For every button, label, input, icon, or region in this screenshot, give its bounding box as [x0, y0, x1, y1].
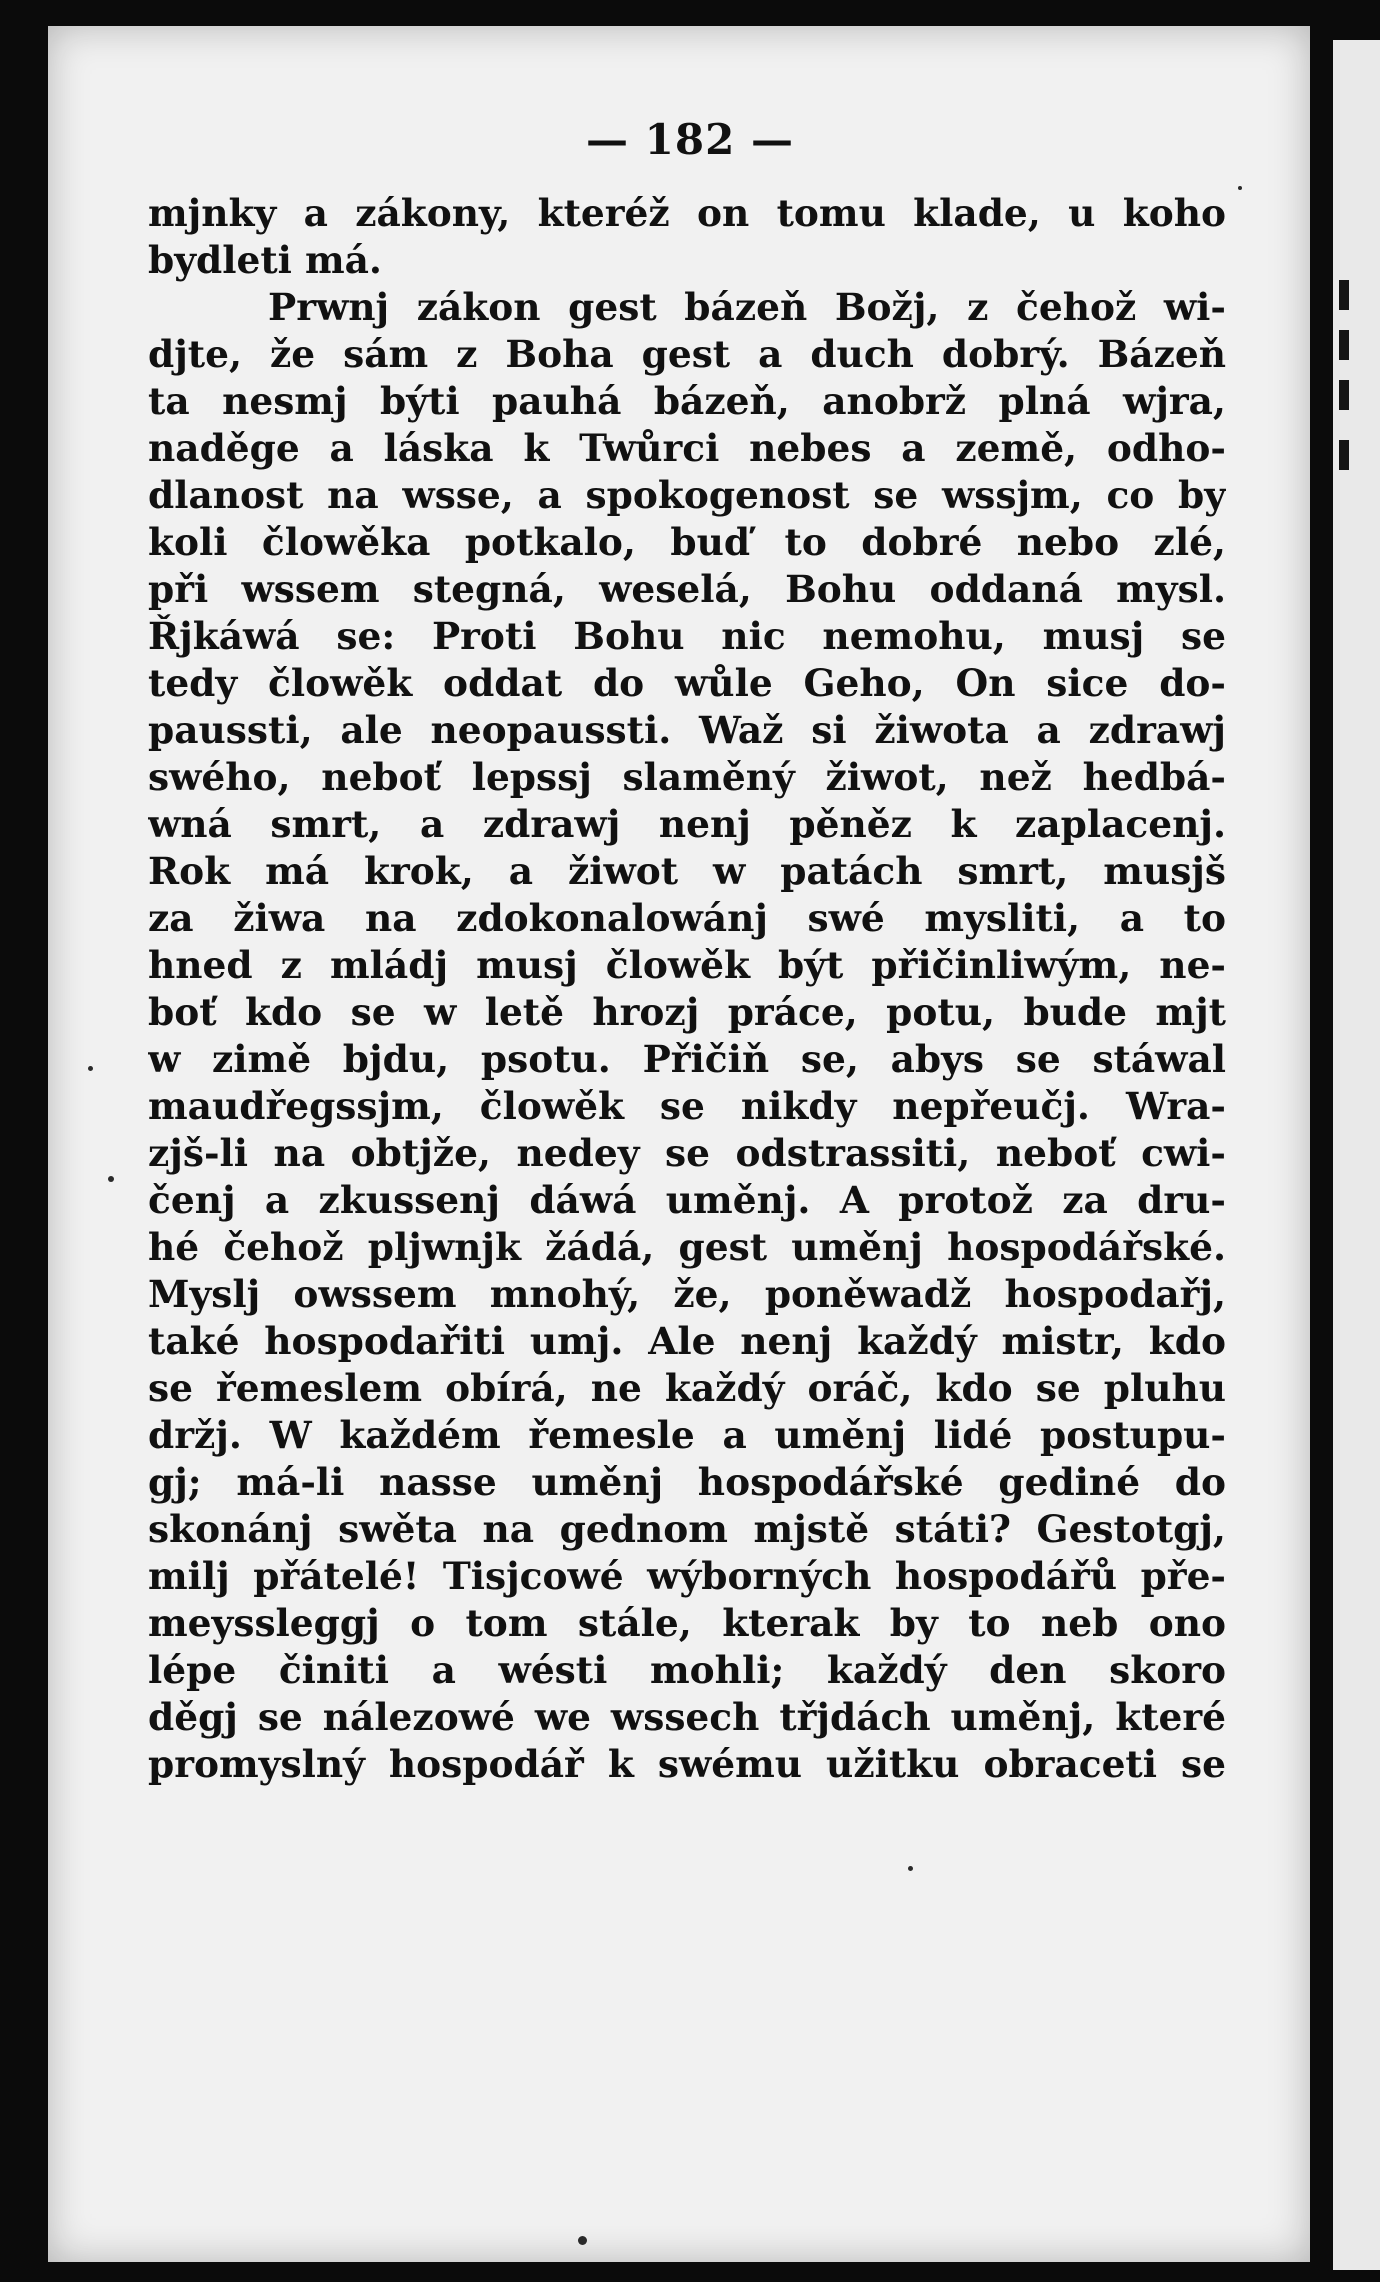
- text-line: paussti, ale neopaussti. Waž si žiwota a zdrawj: [148, 708, 1226, 752]
- text-line: djte, že sám z Boha gest a duch dobrý. Bázeň: [148, 332, 1226, 376]
- paper-speck: [108, 1176, 114, 1182]
- text-line: maudřegssjm, člowěk se nikdy nepřeučj. Wra-: [148, 1084, 1226, 1128]
- text-line: w zimě bjdu, psotu. Přičiň se, abys se stáwal: [148, 1037, 1226, 1081]
- paper-speck: [908, 1866, 913, 1871]
- text-line: děgj se nálezowé we wssech třjdách uměnj, které: [148, 1695, 1226, 1739]
- text-line: při wssem stegná, weselá, Bohu oddaná mysl.: [148, 567, 1226, 611]
- text-line: lépe činiti a wésti mohli; každý den skoro: [148, 1648, 1226, 1692]
- text-line: Prwnj zákon gest bázeň Božj, z čehož wi-: [268, 285, 1226, 329]
- text-line: také hospodařiti umj. Ale nenj každý mistr, kdo: [148, 1319, 1226, 1363]
- text-line: držj. W každém řemesle a uměnj lidé postupu-: [148, 1413, 1226, 1457]
- text-line: swého, neboť lepssj slaměný žiwot, než hedbá-: [148, 755, 1226, 799]
- text-line: se řemeslem obírá, ne každý oráč, kdo se pluhu: [148, 1366, 1226, 1410]
- text-line: skonánj swěta na gednom mjstě státi? Gestotgj,: [148, 1507, 1226, 1551]
- text-line: mjnky a zákony, kteréž on tomu klade, u koho: [148, 191, 1226, 235]
- text-line: hned z mládj musj člowěk být přičinliwým, ne-: [148, 943, 1226, 987]
- text-line: Rok má krok, a žiwot w patách smrt, musjš: [148, 849, 1226, 893]
- adjacent-page-glyph: [1339, 280, 1349, 310]
- text-line: bydleti má.: [148, 238, 382, 282]
- text-line: naděge a láska k Twůrci nebes a země, odho-: [148, 426, 1226, 470]
- text-line: ta nesmj býti pauhá bázeň, anobrž plná wjra,: [148, 379, 1226, 423]
- text-line: meyssleggj o tom stále, kterak by to neb ono: [148, 1601, 1226, 1645]
- adjacent-page-edge: [1333, 40, 1380, 2270]
- text-line: koli člowěka potkalo, buď to dobré nebo zlé,: [148, 520, 1226, 564]
- text-line: Myslj owssem mnohý, že, poněwadž hospodařj,: [148, 1272, 1226, 1316]
- adjacent-page-glyph: [1339, 380, 1349, 410]
- text-line: hé čehož pljwnjk žádá, gest uměnj hospodářské.: [148, 1225, 1226, 1269]
- adjacent-page-glyph: [1339, 330, 1349, 360]
- body-text: [148, 190, 1226, 1788]
- text-line: tedy člowěk oddat do wůle Geho, On sice do-: [148, 661, 1226, 705]
- text-line: gj; má-li nasse uměnj hospodářské gediné do: [148, 1460, 1226, 1504]
- text-line: za žiwa na zdokonalowánj swé mysliti, a to: [148, 896, 1226, 940]
- text-line: Řjkáwá se: Proti Bohu nic nemohu, musj se: [148, 614, 1226, 658]
- page-number: — 182 —: [586, 115, 794, 164]
- paper-speck: [88, 1066, 93, 1071]
- text-line: wná smrt, a zdrawj nenj pěněz k zaplacenj.: [148, 802, 1226, 846]
- adjacent-page-glyph: [1339, 440, 1349, 470]
- text-line: promyslný hospodář k swému užitku obraceti se: [148, 1742, 1226, 1786]
- text-line: dlanost na wsse, a spokogenost se wssjm, co by: [148, 473, 1226, 517]
- text-line: boť kdo se w letě hrozj práce, potu, bude mjt: [148, 990, 1226, 1034]
- paper-speck: [1238, 186, 1242, 190]
- text-line: zjš-li na obtjže, nedey se odstrassiti, neboť cwi-: [148, 1131, 1226, 1175]
- paper-speck: [578, 2236, 587, 2245]
- text-line: milj přátelé! Tisjcowé wýborných hospodářů pře-: [148, 1554, 1226, 1598]
- text-line: čenj a zkussenj dáwá uměnj. A protož za dru-: [148, 1178, 1226, 1222]
